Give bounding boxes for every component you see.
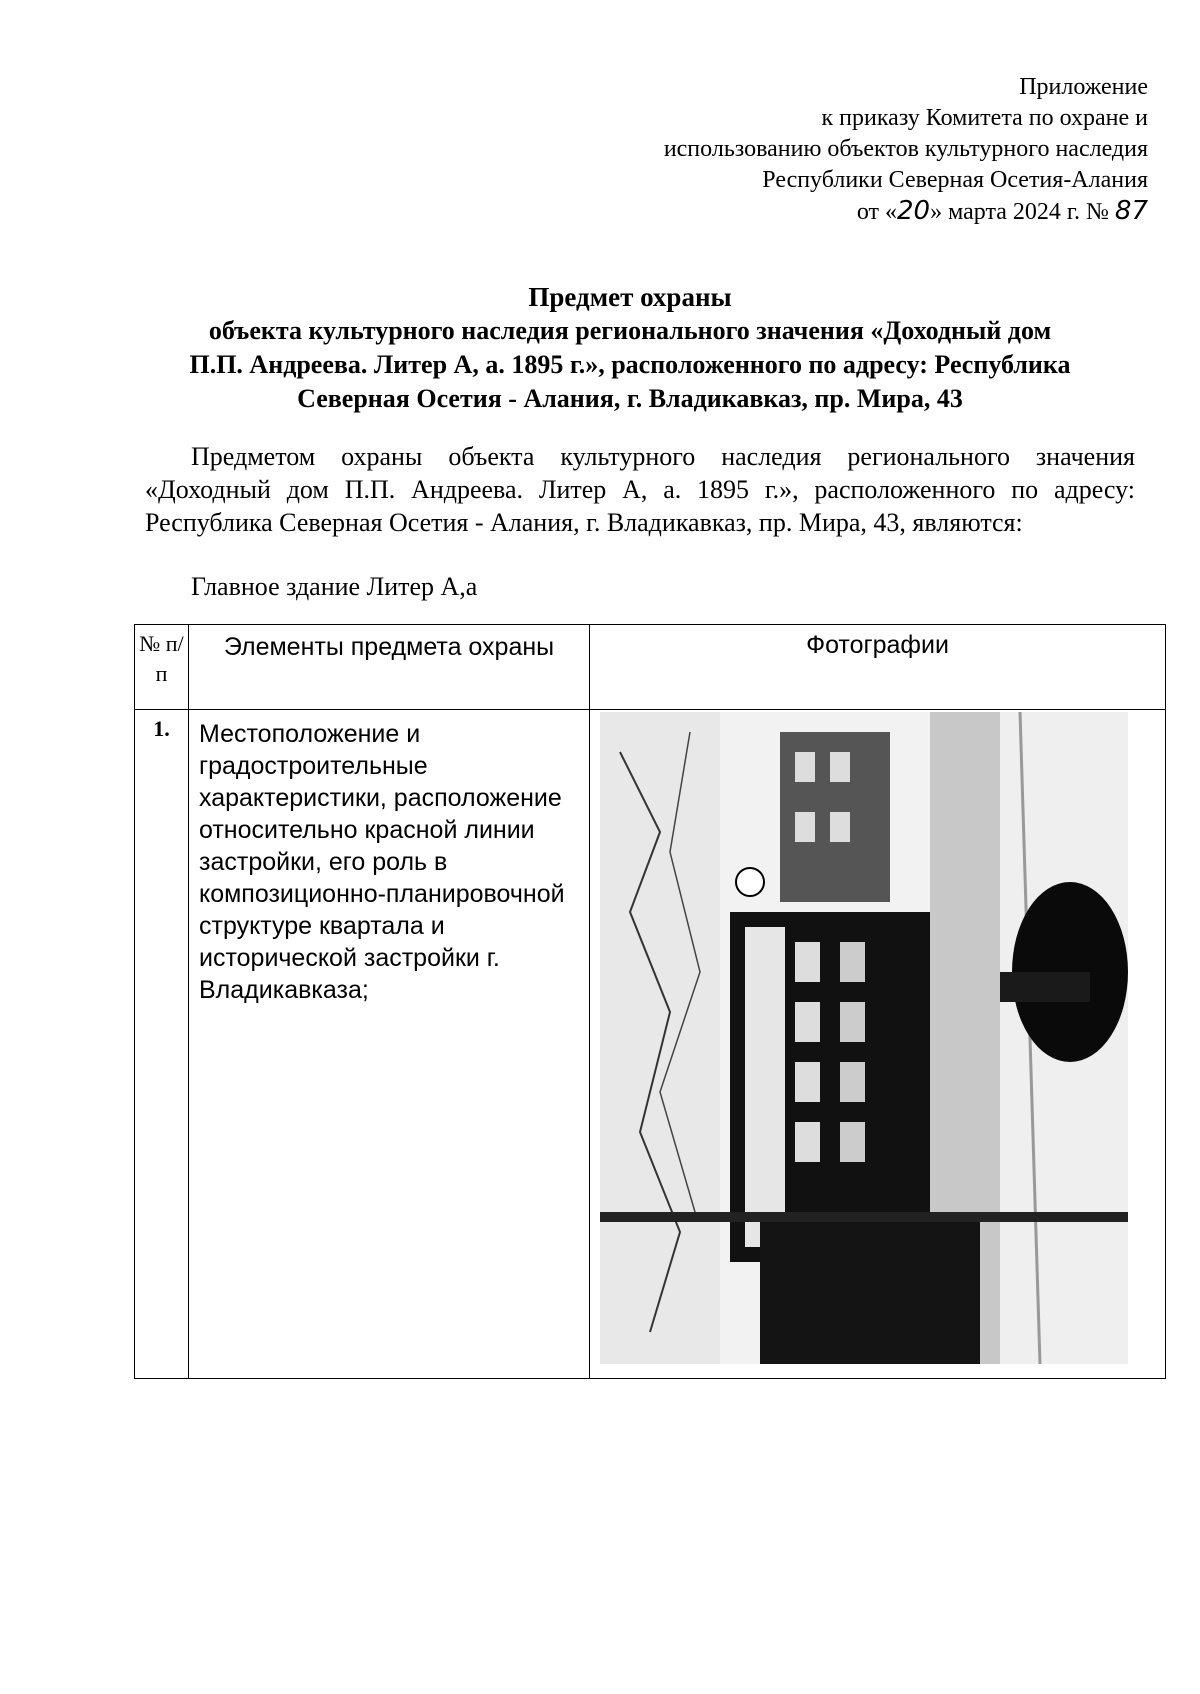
appendix-block	[448, 72, 1148, 228]
header-element: Элементы предмета охраны	[189, 625, 590, 710]
building-photo-image	[600, 712, 1128, 1364]
building-label: Главное здание Литер А,а	[191, 572, 478, 601]
building-photo	[600, 712, 1128, 1364]
row-photo-cell	[590, 710, 1166, 1379]
header-num: № п/п	[135, 625, 189, 710]
appendix-date-line	[448, 196, 1148, 228]
title-line-4: Северная Осетия - Алания, г. Владикавказ, пр. Мира, 43	[297, 384, 963, 413]
appendix-line-2: к приказу Комитета по охране и	[821, 105, 1148, 131]
document-title	[130, 280, 1130, 416]
date-middle: » марта 2024 г. №	[930, 199, 1109, 225]
table-header-row	[135, 625, 1166, 710]
title-line-1: Предмет охраны	[528, 282, 732, 312]
title-line-2: объекта культурного наследия регионального значения «Доходный дом	[208, 316, 1052, 345]
order-number-handwritten: 87	[1114, 196, 1148, 226]
date-prefix: от «	[856, 199, 897, 225]
table-row	[135, 710, 1166, 1379]
header-photos: Фотографии	[590, 625, 1166, 710]
row-number: 1.	[135, 710, 189, 1379]
protection-table	[134, 624, 1166, 1379]
appendix-line-4: Республики Северная Осетия-Алания	[762, 167, 1148, 193]
appendix-line-1: Приложение	[1019, 74, 1148, 100]
intro-paragraph: Предметом охраны объекта культурного наследия регионального значения «Доходный дом П.П. Андреева. Литер А, а. 1895 г.», расположенного по адресу: Республика Северная Осетия - Алания, г. Владикавказ, пр. Мира, 43, являются:	[145, 442, 1135, 537]
row-element-description: Местоположение и градостроительные характеристики, расположение относительно красной линии застройки, его роль в композиционно-планировочной структуре квартала и исторической застройки г. Владикавказа;	[189, 710, 590, 1379]
title-line-3: П.П. Андреева. Литер А, а. 1895 г.», расположенного по адресу: Республика	[189, 350, 1071, 379]
date-day-handwritten: 20	[896, 196, 931, 226]
appendix-line-3: использованию объектов культурного наследия	[663, 136, 1148, 162]
